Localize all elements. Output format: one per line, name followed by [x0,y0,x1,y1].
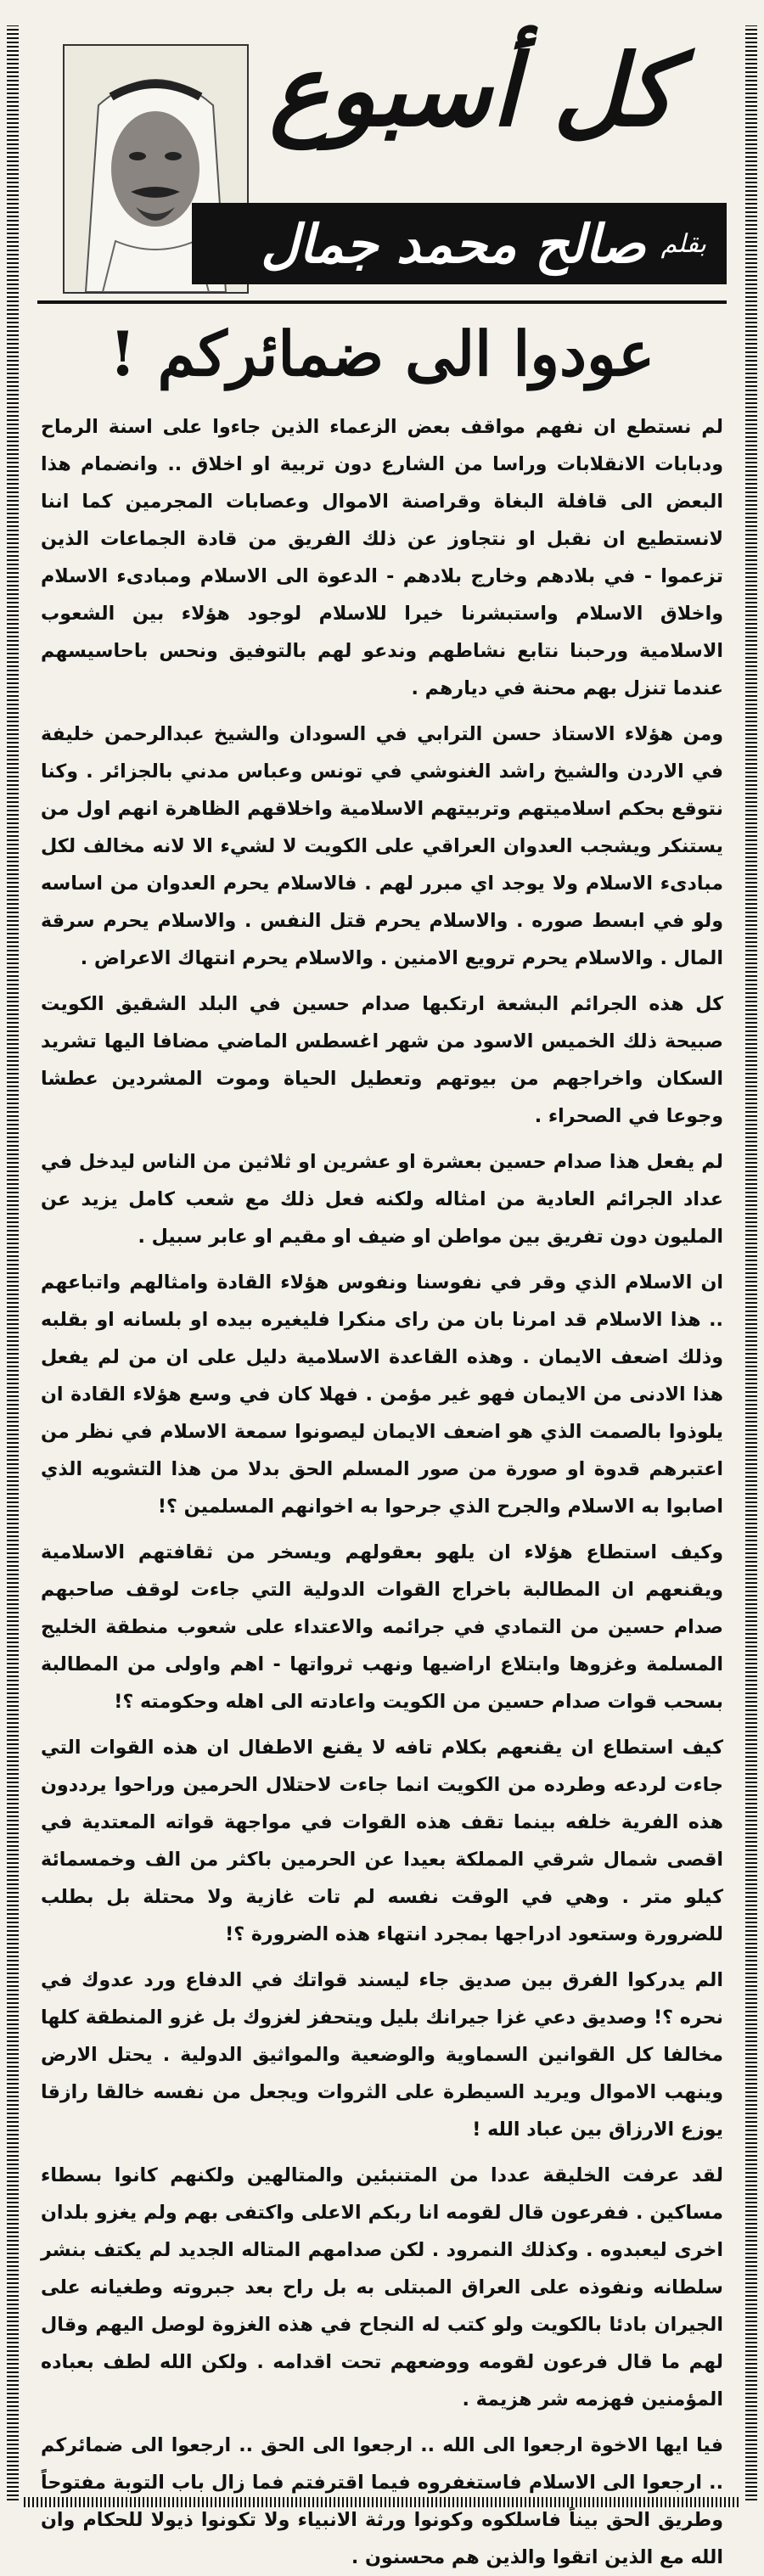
column-title: كل أسبوع [269,33,675,149]
column-header [37,29,727,304]
article-headline: عودوا الى ضمائركم ! [109,317,655,390]
author-name: صالح محمد جمال [261,212,646,275]
byline-bar [192,203,727,284]
right-hatched-border [745,25,757,2500]
article-paragraph: فيا ايها الاخوة ارجعوا الى الله .. ارجعوا الى الحق .. ارجعوا الى ضمائركم .. ارجعوا الى الاسلام فاستغفروه فيما اقترفتم فما زال باب التوبة مفتوحاً وطريق الحق بيناً فاسلكوه وكونوا ورثة الانبياء ولا تكونوا ذيولا للحكام وان الله مع الذين اتقوا والذين هم محسنون . [41,2433,723,2568]
bottom-hatched-border [24,2497,740,2507]
byline-prefix: بقلم [660,228,706,259]
article-paragraph: كيف استطاع ان يقنعهم بكلام تافه لا يقنع الاطفال ان هذه القوات التي جاءت لردعه وطرده من الكويت انما جاءت لاحتلال الحرمين وراحوا يرددون هذه الفرية خلفه بينما تقف هذه القوات في مواجهة قواته المعتدية في اقصى شمال شرقي المملكة بعيدا عن الحرمين باكثر من الف وخمسمائة كيلو متر . وهي في الوقت نفسه لم تات غازية ولا محتلة بل بطلب للضرورة وستعود ادراجها بمجرد انتهاء هذه الضرورة ؟! [41,1736,723,1945]
article-paragraph: كل هذه الجرائم البشعة ارتكبها صدام حسين في البلد الشقيق الكويت صبيحة ذلك الخميس الاسود من شهر اغسطس الماضي مضافا اليها تشريد السكان واخراجهم من بيوتهم وتعطيل الحياة وموت المشردين عطشا وجوعا في الصحراء . [41,992,723,1127]
article-paragraph: ان الاسلام الذي وقر في نفوسنا ونفوس هؤلاء القادة وامثالهم واتباعهم .. هذا الاسلام قد امرنا بان من راى منكرا فليغيره بيده او بلسانه او بقلبه وذلك اضعف الايمان . وهذه القاعدة الاسلامية دليل على ان من لم يفعل هذا الادنى من الايمان فهو غير مؤمن . فهلا كان في وسع هؤلاء القادة ان يلوذوا بالصمت الذي هو اضعف الايمان ليصونوا سمعة الاسلام في نظر من اعتبرهم قدوة او صورة من صور المسلم الحق بدلا من هذا التشويه الذي اصابوا به الاسلام والجرح الذي جرحوا به اخوانهم المسلمين ؟! [41,1271,723,1518]
article-paragraph: لم نستطع ان نفهم مواقف بعض الزعماء الذين جاءوا على اسنة الرماح ودبابات الانقلابات وراسا من الشارع دون تربية او اخلاق .. وانضمام هذا البعض الى قافلة البغاة وقراصنة الاموال وعصابات المجرمين كما اننا لانستطيع ان نقبل او نتجاوز عن ذلك الفريق من قادة الجماعات الذين تزعموا - في بلادهم وخارج بلادهم - الدعوة الى الاسلام ومبادىء الاسلام واخلاق الاسلام واستبشرنا خيرا للاسلام لوجود هؤلاء بين الشعوب الاسلامية ورحبنا نتابع نشاطهم وندعو لهم بالتوفيق ونحس باحاسيسهم عندما تنزل بهم محنة في ديارهم . [41,415,723,699]
article-paragraph: وكيف استطاع هؤلاء ان يلهو بعقولهم ويسخر من ثقافتهم الاسلامية ويقنعهم ان المطالبة باخراج القوات الدولية التي جاءت لوقف صاحبهم صدام حسين من التمادي في جرائمه والاعتداء على شعوب منطقة الخليج المسلمة وغزوها وابتلاع اراضيها ونهب ثرواتها - اهم واولى من المطالبة بسحب قوات صدام حسين من الكويت واعادته الى اهله وحكومته ؟! [41,1541,723,1713]
article-paragraph: الم يدركوا الفرق بين صديق جاء ليسند قواتك في الدفاع ورد عدوك في نحره ؟! وصديق دعي غزا جيرانك بليل ويتحفز لغزوك بل غزو المنطقة كلها مخالفا كل القوانين السماوية والوضعية والمواثيق الدولية . يحتل الارض وينهب الاموال ويريد السيطرة على الثروات ويجعل من نفسه خالقا رازقا يوزع الارزاق بين عباد الله ! [41,1968,723,2141]
article-paragraph: لقد عرفت الخليقة عددا من المتنبئين والمتالهين ولكنهم كانوا بسطاء مساكين . ففرعون قال لقومه انا ربكم الاعلى واكتفى بهم ولم يغزو بلدان اخرى ليعبدوه . وكذلك النمرود . لكن صدامهم المتاله الجديد لم يكتف بنشر سلطانه ونفوذه على العراق المبتلى به بل راح بعد جبروته وطغيانه على الجيران بادئا بالكويت ولو كتب له النجاح في هذه الغزوة لوصل اليهم وقال لهم ما قال فرعون لقومه ووضعهم تحت اقدامه . ولكن الله لطف بعباده المؤمنين فهزمه شر هزيمة . [41,2164,723,2410]
article-paragraph: لم يفعل هذا صدام حسين بعشرة او عشرين او ثلاثين من الناس ليدخل في عداد الجرائم العادية من امثاله ولكنه فعل ذلك مع شعب كامل يزيد عن المليون دون تفريق بين مواطن او ضيف او مقيم او عابر سبيل . [41,1150,723,1248]
left-hatched-border [7,25,19,2500]
article-paragraph: ومن هؤلاء الاستاذ حسن الترابي في السودان والشيخ عبدالرحمن خليفة في الاردن والشيخ راشد الغنوشي في تونس وعباس مدني بالجزائر . وكنا نتوقع بحكم اسلاميتهم وتربيتهم الاسلامية واخلاقهم الظاهرة انهم اول من يستنكر ويشجب العدوان العراقي على الكويت لا لشيء الا لانه مخالف لكل مبادىء الاسلام ولا يوجد اي مبرر لهم . فالاسلام يحرم العدوان من اساسه ولو في ابسط صوره . والاسلام يحرم قتل النفس . والاسلام يحرم سرقة المال . والاسلام يحرم ترويع الامنين . والاسلام يحرم انتهاك الاعراض . [41,722,723,969]
article-body [37,408,727,2576]
